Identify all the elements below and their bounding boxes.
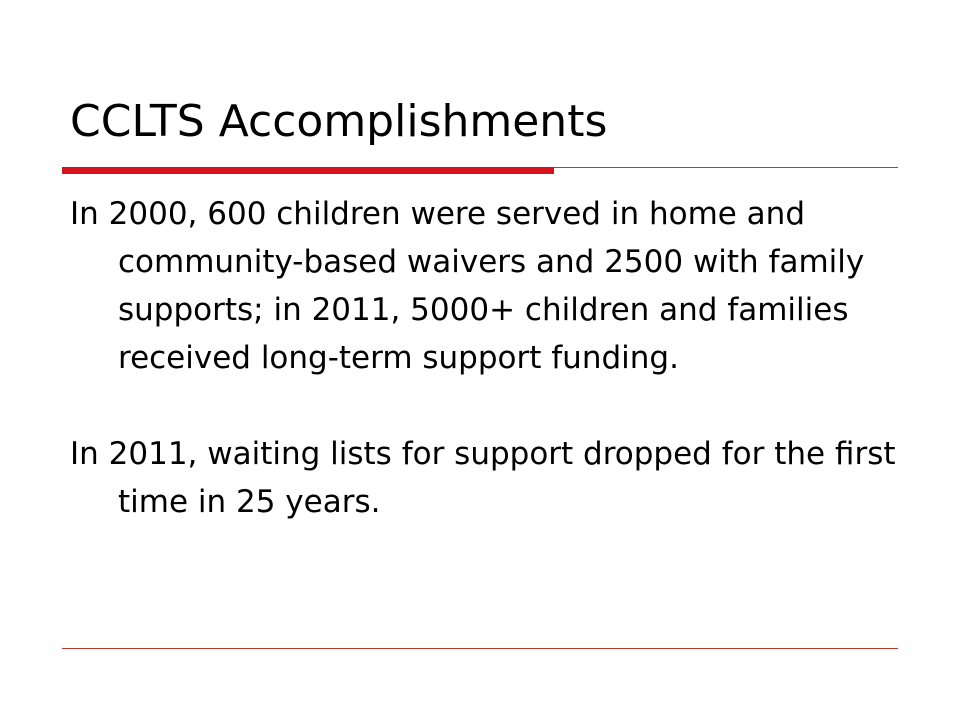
footer-rule <box>62 648 898 649</box>
slide-title: CCLTS Accomplishments <box>70 96 608 147</box>
title-underline-rule <box>554 167 898 168</box>
title-underline-accent <box>62 167 554 174</box>
body-paragraph-1: In 2000, 600 children were served in home and community-based waivers and 2500 with family supports; in 2011, 5000+ children and families received long-term support funding. <box>70 196 865 376</box>
body-paragraph-2: In 2011, waiting lists for support dropped for the first time in 25 years. <box>70 436 896 520</box>
slide-body <box>70 190 900 526</box>
